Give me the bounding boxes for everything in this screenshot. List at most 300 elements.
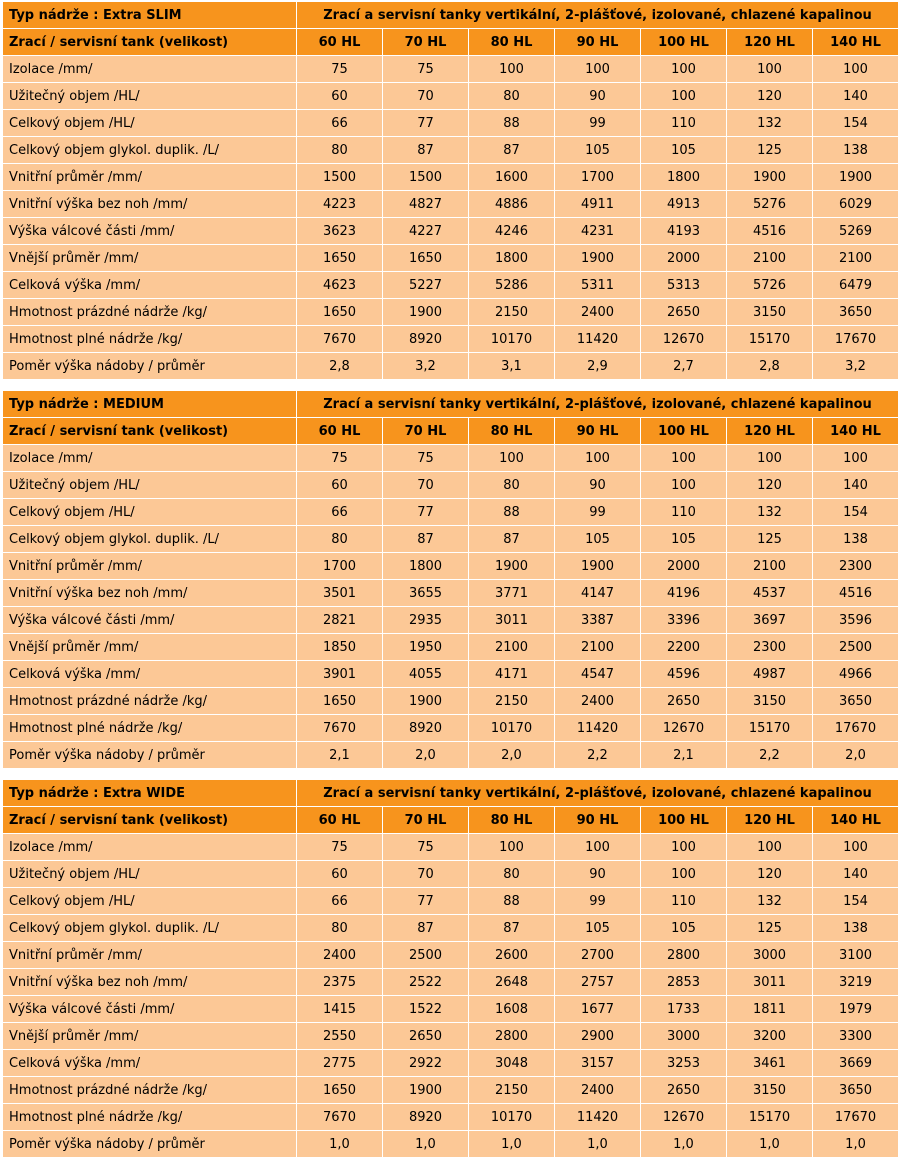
- size-column-header: 120 HL: [727, 29, 813, 56]
- size-column-header: 100 HL: [641, 807, 727, 834]
- table-cell: 99: [555, 110, 641, 137]
- size-column-header: 90 HL: [555, 29, 641, 56]
- table-cell: 2,1: [641, 742, 727, 769]
- row-label: Vnitřní výška bez noh /mm/: [3, 969, 297, 996]
- table-row: [3, 553, 899, 580]
- table-cell: 10170: [469, 1104, 555, 1131]
- table-cell: 88: [469, 499, 555, 526]
- table-row: [3, 888, 899, 915]
- table-row: [3, 353, 899, 380]
- row-label: Celkový objem glykol. duplik. /L/: [3, 915, 297, 942]
- size-column-header: 90 HL: [555, 807, 641, 834]
- table-cell: 100: [727, 56, 813, 83]
- row-label: Vnější průměr /mm/: [3, 634, 297, 661]
- table-cell: 2100: [555, 634, 641, 661]
- table-row: [3, 245, 899, 272]
- table-cell: 105: [555, 915, 641, 942]
- table-cell: 3150: [727, 299, 813, 326]
- table-cell: 5311: [555, 272, 641, 299]
- table-cell: 87: [383, 915, 469, 942]
- table-cell: 87: [383, 137, 469, 164]
- table-row: [3, 110, 899, 137]
- size-column-header: 80 HL: [469, 807, 555, 834]
- table-cell: 3901: [297, 661, 383, 688]
- table-row: [3, 137, 899, 164]
- table-cell: 15170: [727, 1104, 813, 1131]
- row-label: Izolace /mm/: [3, 445, 297, 472]
- table-cell: 100: [641, 56, 727, 83]
- table-row: [3, 715, 899, 742]
- table-cell: 7670: [297, 1104, 383, 1131]
- table-cell: 1415: [297, 996, 383, 1023]
- table-cell: 120: [727, 83, 813, 110]
- table-row: [3, 191, 899, 218]
- table-title-row: [3, 2, 899, 29]
- table-cell: 1900: [469, 553, 555, 580]
- row-label: Výška válcové části /mm/: [3, 218, 297, 245]
- table-cell: 60: [297, 472, 383, 499]
- table-cell: 17670: [813, 1104, 899, 1131]
- table-cell: 3596: [813, 607, 899, 634]
- table-row: [3, 634, 899, 661]
- table-cell: 100: [641, 445, 727, 472]
- size-header-row: [3, 29, 899, 56]
- table-cell: 2,0: [469, 742, 555, 769]
- table-row: [3, 742, 899, 769]
- table-cell: 4193: [641, 218, 727, 245]
- table-cell: 105: [555, 137, 641, 164]
- table-cell: 100: [727, 834, 813, 861]
- table-cell: 138: [813, 915, 899, 942]
- table-cell: 1900: [727, 164, 813, 191]
- table-cell: 120: [727, 472, 813, 499]
- table-cell: 11420: [555, 1104, 641, 1131]
- table-cell: 2,2: [727, 742, 813, 769]
- table-cell: 2757: [555, 969, 641, 996]
- table-cell: 11420: [555, 715, 641, 742]
- size-column-header: 90 HL: [555, 418, 641, 445]
- row-label: Poměr výška nádoby / průměr: [3, 742, 297, 769]
- extra-slim-table: [2, 1, 899, 380]
- table-cell: 3650: [813, 688, 899, 715]
- table-cell: 77: [383, 110, 469, 137]
- size-column-header: 80 HL: [469, 29, 555, 56]
- row-label: Užitečný objem /HL/: [3, 83, 297, 110]
- table-row: [3, 580, 899, 607]
- table-cell: 2550: [297, 1023, 383, 1050]
- size-header-label: Zrací / servisní tank (velikost): [3, 29, 297, 56]
- table-cell: 100: [727, 445, 813, 472]
- table-cell: 66: [297, 499, 383, 526]
- table-caption: Zrací a servisní tanky vertikální, 2-plášťové, izolované, chlazené kapalinou: [297, 391, 899, 418]
- table-cell: 77: [383, 888, 469, 915]
- table-cell: 1650: [383, 245, 469, 272]
- table-cell: 6029: [813, 191, 899, 218]
- table-row: [3, 1077, 899, 1104]
- table-cell: 2400: [555, 1077, 641, 1104]
- table-cell: 1900: [555, 553, 641, 580]
- table-cell: 66: [297, 110, 383, 137]
- table-cell: 3011: [727, 969, 813, 996]
- table-cell: 11420: [555, 326, 641, 353]
- table-cell: 1,0: [383, 1131, 469, 1158]
- table-cell: 3771: [469, 580, 555, 607]
- table-cell: 154: [813, 888, 899, 915]
- size-column-header: 70 HL: [383, 807, 469, 834]
- table-cell: 87: [383, 526, 469, 553]
- table-cell: 2500: [383, 942, 469, 969]
- table-cell: 4913: [641, 191, 727, 218]
- table-row: [3, 83, 899, 110]
- table-cell: 100: [641, 83, 727, 110]
- table-cell: 2100: [727, 245, 813, 272]
- table-cell: 140: [813, 83, 899, 110]
- table-cell: 3048: [469, 1050, 555, 1077]
- size-column-header: 140 HL: [813, 29, 899, 56]
- table-row: [3, 942, 899, 969]
- table-cell: 4055: [383, 661, 469, 688]
- table-cell: 88: [469, 888, 555, 915]
- table-row: [3, 1131, 899, 1158]
- table-row: [3, 996, 899, 1023]
- table-cell: 3387: [555, 607, 641, 634]
- table-cell: 4171: [469, 661, 555, 688]
- table-cell: 2400: [555, 299, 641, 326]
- row-label: Vnitřní výška bez noh /mm/: [3, 580, 297, 607]
- table-cell: 110: [641, 110, 727, 137]
- row-label: Izolace /mm/: [3, 834, 297, 861]
- table-row: [3, 1104, 899, 1131]
- table-cell: 1600: [469, 164, 555, 191]
- table-cell: 1650: [297, 688, 383, 715]
- table-row: [3, 499, 899, 526]
- table-cell: 1,0: [641, 1131, 727, 1158]
- table-cell: 1,0: [469, 1131, 555, 1158]
- row-label: Vnitřní průměr /mm/: [3, 942, 297, 969]
- table-cell: 90: [555, 472, 641, 499]
- tank-type-label: Typ nádrže : Extra WIDE: [3, 780, 297, 807]
- table-cell: 110: [641, 499, 727, 526]
- row-label: Celková výška /mm/: [3, 1050, 297, 1077]
- table-cell: 1,0: [813, 1131, 899, 1158]
- table-cell: 3300: [813, 1023, 899, 1050]
- table-cell: 3697: [727, 607, 813, 634]
- table-cell: 1800: [469, 245, 555, 272]
- table-cell: 2,8: [297, 353, 383, 380]
- table-cell: 5313: [641, 272, 727, 299]
- row-label: Výška válcové části /mm/: [3, 996, 297, 1023]
- table-cell: 3000: [641, 1023, 727, 1050]
- size-header-label: Zrací / servisní tank (velikost): [3, 418, 297, 445]
- table-cell: 105: [641, 137, 727, 164]
- table-cell: 7670: [297, 326, 383, 353]
- row-label: Hmotnost prázdné nádrže /kg/: [3, 1077, 297, 1104]
- size-column-header: 70 HL: [383, 29, 469, 56]
- table-cell: 2000: [641, 245, 727, 272]
- table-cell: 17670: [813, 715, 899, 742]
- table-cell: 8920: [383, 326, 469, 353]
- table-cell: 3623: [297, 218, 383, 245]
- table-cell: 3011: [469, 607, 555, 634]
- table-cell: 60: [297, 861, 383, 888]
- row-label: Celková výška /mm/: [3, 661, 297, 688]
- row-label: Vnitřní průměr /mm/: [3, 553, 297, 580]
- table-cell: 1522: [383, 996, 469, 1023]
- table-cell: 3200: [727, 1023, 813, 1050]
- table-cell: 4147: [555, 580, 641, 607]
- table-cell: 75: [383, 56, 469, 83]
- size-column-header: 120 HL: [727, 418, 813, 445]
- table-cell: 100: [641, 861, 727, 888]
- table-cell: 80: [469, 83, 555, 110]
- table-row: [3, 661, 899, 688]
- table-cell: 5726: [727, 272, 813, 299]
- table-cell: 2600: [469, 942, 555, 969]
- row-label: Hmotnost plné nádrže /kg/: [3, 326, 297, 353]
- table-cell: 138: [813, 526, 899, 553]
- table-row: [3, 969, 899, 996]
- table-cell: 1850: [297, 634, 383, 661]
- table-cell: 2,1: [297, 742, 383, 769]
- table-row: [3, 861, 899, 888]
- table-cell: 100: [813, 56, 899, 83]
- table-cell: 3461: [727, 1050, 813, 1077]
- size-column-header: 60 HL: [297, 807, 383, 834]
- table-cell: 1900: [383, 688, 469, 715]
- tank-type-label: Typ nádrže : MEDIUM: [3, 391, 297, 418]
- table-cell: 1900: [813, 164, 899, 191]
- table-cell: 3,2: [383, 353, 469, 380]
- table-cell: 6479: [813, 272, 899, 299]
- table-cell: 1800: [641, 164, 727, 191]
- table-cell: 4987: [727, 661, 813, 688]
- table-cell: 5227: [383, 272, 469, 299]
- table-cell: 15170: [727, 715, 813, 742]
- table-cell: 2200: [641, 634, 727, 661]
- table-cell: 3669: [813, 1050, 899, 1077]
- table-row: [3, 607, 899, 634]
- table-cell: 3219: [813, 969, 899, 996]
- table-cell: 2775: [297, 1050, 383, 1077]
- table-cell: 154: [813, 499, 899, 526]
- table-cell: 2650: [383, 1023, 469, 1050]
- table-cell: 1800: [383, 553, 469, 580]
- size-column-header: 120 HL: [727, 807, 813, 834]
- table-cell: 3396: [641, 607, 727, 634]
- table-cell: 2,0: [813, 742, 899, 769]
- table-cell: 7670: [297, 715, 383, 742]
- table-cell: 88: [469, 110, 555, 137]
- table-cell: 10170: [469, 326, 555, 353]
- table-cell: 3650: [813, 1077, 899, 1104]
- table-row: [3, 526, 899, 553]
- table-cell: 2935: [383, 607, 469, 634]
- table-cell: 3655: [383, 580, 469, 607]
- table-cell: 105: [641, 915, 727, 942]
- table-cell: 100: [469, 445, 555, 472]
- table-row: [3, 1023, 899, 1050]
- table-row: [3, 445, 899, 472]
- size-header-row: [3, 418, 899, 445]
- table-cell: 132: [727, 110, 813, 137]
- table-cell: 77: [383, 499, 469, 526]
- table-cell: 10170: [469, 715, 555, 742]
- table-row: [3, 299, 899, 326]
- size-column-header: 70 HL: [383, 418, 469, 445]
- table-cell: 100: [641, 472, 727, 499]
- row-label: Vnitřní průměr /mm/: [3, 164, 297, 191]
- row-label: Hmotnost plné nádrže /kg/: [3, 715, 297, 742]
- row-label: Vnější průměr /mm/: [3, 245, 297, 272]
- table-cell: 60: [297, 83, 383, 110]
- table-cell: 4623: [297, 272, 383, 299]
- table-cell: 2300: [727, 634, 813, 661]
- table-cell: 4246: [469, 218, 555, 245]
- table-row: [3, 915, 899, 942]
- table-row: [3, 1050, 899, 1077]
- table-cell: 1979: [813, 996, 899, 1023]
- table-cell: 4537: [727, 580, 813, 607]
- table-cell: 100: [813, 445, 899, 472]
- row-label: Hmotnost plné nádrže /kg/: [3, 1104, 297, 1131]
- table-cell: 75: [297, 56, 383, 83]
- table-cell: 12670: [641, 1104, 727, 1131]
- table-cell: 15170: [727, 326, 813, 353]
- table-cell: 4547: [555, 661, 641, 688]
- table-cell: 105: [555, 526, 641, 553]
- table-cell: 2,9: [555, 353, 641, 380]
- table-cell: 1900: [383, 1077, 469, 1104]
- table-cell: 100: [813, 834, 899, 861]
- size-column-header: 100 HL: [641, 418, 727, 445]
- table-row: [3, 688, 899, 715]
- table-cell: 2,0: [383, 742, 469, 769]
- table-cell: 2150: [469, 1077, 555, 1104]
- row-label: Hmotnost prázdné nádrže /kg/: [3, 688, 297, 715]
- table-cell: 87: [469, 915, 555, 942]
- table-cell: 80: [297, 915, 383, 942]
- table-cell: 125: [727, 526, 813, 553]
- table-cell: 17670: [813, 326, 899, 353]
- table-cell: 1700: [555, 164, 641, 191]
- table-cell: 2522: [383, 969, 469, 996]
- size-header-row: [3, 807, 899, 834]
- table-caption: Zrací a servisní tanky vertikální, 2-plášťové, izolované, chlazené kapalinou: [297, 2, 899, 29]
- table-cell: 12670: [641, 715, 727, 742]
- table-cell: 8920: [383, 1104, 469, 1131]
- size-column-header: 140 HL: [813, 807, 899, 834]
- table-cell: 87: [469, 526, 555, 553]
- table-cell: 12670: [641, 326, 727, 353]
- table-cell: 154: [813, 110, 899, 137]
- table-cell: 90: [555, 861, 641, 888]
- table-cell: 140: [813, 472, 899, 499]
- size-column-header: 60 HL: [297, 418, 383, 445]
- table-cell: 1811: [727, 996, 813, 1023]
- table-cell: 2800: [469, 1023, 555, 1050]
- table-cell: 1608: [469, 996, 555, 1023]
- tank-type-label: Typ nádrže : Extra SLIM: [3, 2, 297, 29]
- table-cell: 2853: [641, 969, 727, 996]
- table-cell: 80: [469, 472, 555, 499]
- table-cell: 4886: [469, 191, 555, 218]
- row-label: Celková výška /mm/: [3, 272, 297, 299]
- table-cell: 2,7: [641, 353, 727, 380]
- table-cell: 1950: [383, 634, 469, 661]
- table-cell: 100: [469, 834, 555, 861]
- table-cell: 1677: [555, 996, 641, 1023]
- table-cell: 3150: [727, 1077, 813, 1104]
- table-cell: 2650: [641, 1077, 727, 1104]
- size-column-header: 140 HL: [813, 418, 899, 445]
- row-label: Poměr výška nádoby / průměr: [3, 353, 297, 380]
- extra-wide-table: [2, 779, 899, 1158]
- table-cell: 4231: [555, 218, 641, 245]
- table-cell: 99: [555, 888, 641, 915]
- table-cell: 75: [297, 445, 383, 472]
- table-row: [3, 164, 899, 191]
- row-label: Celkový objem glykol. duplik. /L/: [3, 137, 297, 164]
- table-cell: 80: [297, 526, 383, 553]
- table-cell: 2650: [641, 688, 727, 715]
- table-cell: 80: [297, 137, 383, 164]
- row-label: Poměr výška nádoby / průměr: [3, 1131, 297, 1158]
- row-label: Výška válcové části /mm/: [3, 607, 297, 634]
- table-cell: 4196: [641, 580, 727, 607]
- table-caption: Zrací a servisní tanky vertikální, 2-plášťové, izolované, chlazené kapalinou: [297, 780, 899, 807]
- table-cell: 3157: [555, 1050, 641, 1077]
- table-cell: 138: [813, 137, 899, 164]
- table-cell: 4223: [297, 191, 383, 218]
- size-column-header: 80 HL: [469, 418, 555, 445]
- table-row: [3, 326, 899, 353]
- table-cell: 3650: [813, 299, 899, 326]
- table-cell: 75: [297, 834, 383, 861]
- table-cell: 100: [469, 56, 555, 83]
- table-cell: 2900: [555, 1023, 641, 1050]
- table-cell: 140: [813, 861, 899, 888]
- row-label: Celkový objem /HL/: [3, 888, 297, 915]
- table-cell: 4516: [813, 580, 899, 607]
- table-cell: 80: [469, 861, 555, 888]
- table-cell: 3501: [297, 580, 383, 607]
- table-cell: 70: [383, 861, 469, 888]
- table-cell: 2300: [813, 553, 899, 580]
- table-cell: 99: [555, 499, 641, 526]
- table-cell: 2922: [383, 1050, 469, 1077]
- table-cell: 3253: [641, 1050, 727, 1077]
- row-label: Celkový objem /HL/: [3, 499, 297, 526]
- table-cell: 1900: [555, 245, 641, 272]
- table-cell: 75: [383, 834, 469, 861]
- table-cell: 1900: [383, 299, 469, 326]
- table-cell: 1650: [297, 245, 383, 272]
- table-cell: 87: [469, 137, 555, 164]
- table-cell: 5286: [469, 272, 555, 299]
- table-cell: 1700: [297, 553, 383, 580]
- table-cell: 2000: [641, 553, 727, 580]
- table-cell: 4227: [383, 218, 469, 245]
- row-label: Užitečný objem /HL/: [3, 472, 297, 499]
- table-row: [3, 472, 899, 499]
- table-cell: 2821: [297, 607, 383, 634]
- table-cell: 1,0: [555, 1131, 641, 1158]
- table-cell: 2150: [469, 299, 555, 326]
- table-cell: 3,2: [813, 353, 899, 380]
- table-cell: 3100: [813, 942, 899, 969]
- size-column-header: 60 HL: [297, 29, 383, 56]
- table-cell: 110: [641, 888, 727, 915]
